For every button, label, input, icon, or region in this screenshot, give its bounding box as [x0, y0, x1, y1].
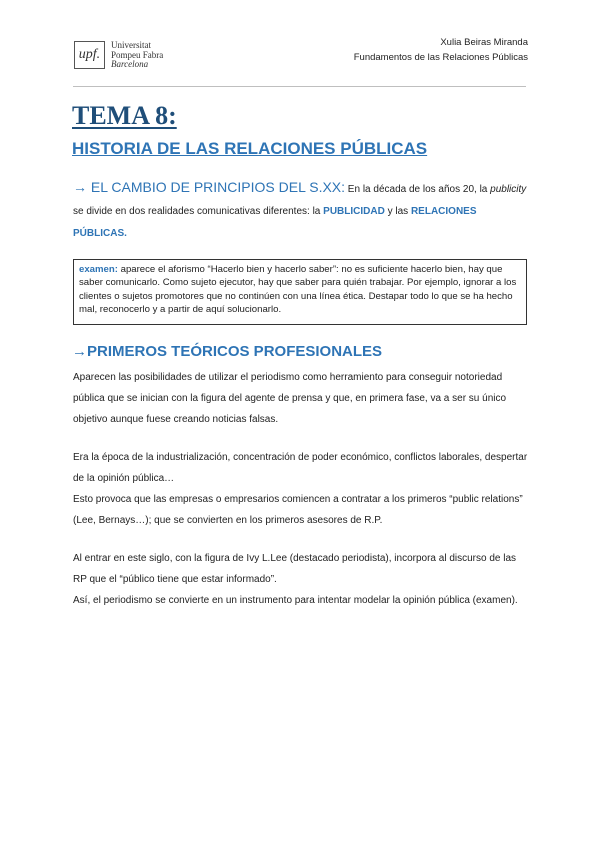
section-heading: → EL CAMBIO DE PRINCIPIOS DEL S.XX: — [73, 179, 346, 195]
section-primeros-teoricos-body — [73, 367, 529, 611]
paragraph: Así, el periodismo se convierte en un instrumento para intentar modelar la opinión pública (examen). — [73, 595, 518, 606]
upf-logo-mark: upf. — [74, 41, 105, 69]
course-name: Fundamentos de las Relaciones Públicas — [353, 52, 528, 63]
paragraph: Era la época de la industrialización, concentración de poder económico, conflictos laborales, despertar de la opinión pública… — [73, 452, 528, 484]
paragraph: Aparecen las posibilidades de utilizar el periodismo como herramiento para conseguir notoriedad pública que se inician con la figura del agente de prensa y que, en primera fase, va a ser su único objetivo aunque fuese creando noticias falsas. — [73, 372, 507, 425]
exam-text: aparece el aforismo “Hacerlo bien y hacerlo saber”: no es suficiente hacerlo bien, hay que saber comunicarlo. Como sujeto ejecutor, hay que saber para quién trabajar. Por ejemplo, ignorar a los clientes o sujetos promotores que no continúen con una línea ética. Destapar todo lo que se ha hecho mal, reconocerlo y a partir de aquí solucionarlo. — [79, 264, 517, 316]
section-text: se divide en dos realidades comunicativas diferentes: la — [73, 206, 324, 217]
header-info — [354, 35, 528, 65]
logo-text — [111, 41, 163, 70]
section-text: En la década de los años 20, la — [345, 184, 491, 195]
author-name: Xulia Beiras Miranda — [440, 37, 528, 48]
section-text: y las — [384, 206, 411, 217]
logo-line-3: Barcelona — [111, 59, 149, 69]
page-subtitle: HISTORIA DE LAS RELACIONES PÚBLICAS — [72, 139, 428, 158]
publicity-term: publicity — [490, 184, 527, 195]
paragraph: Esto provoca que las empresas o empresarios comiencen a contratar a los primeros “public relations” (Lee, Bernays…); que se convierten en los primeros asesores de R.P. — [73, 494, 523, 526]
exam-note-box — [73, 259, 527, 325]
section-heading-primeros-teoricos: →PRIMEROS TEÓRICOS PROFESIONALES — [72, 343, 383, 360]
paragraph: Al entrar en este siglo, con la figura de Ivy L.Lee (destacado periodista), incorpora al discurso de las RP que el “público tiene que estar informado”. — [73, 553, 517, 585]
logo-line-2: Pompeu Fabra — [111, 49, 164, 60]
highlight-relaciones-publicas: RELACIONES PÚBLICAS. — [73, 206, 477, 239]
highlight-publicidad: PUBLICIDAD — [323, 206, 385, 217]
logo-line-1: Universitat — [111, 40, 151, 50]
university-logo — [74, 41, 163, 70]
page-title: TEMA 8: — [72, 101, 177, 130]
exam-label: examen: — [79, 264, 118, 275]
section-cambio-principios — [73, 176, 528, 245]
header-divider — [73, 86, 526, 87]
